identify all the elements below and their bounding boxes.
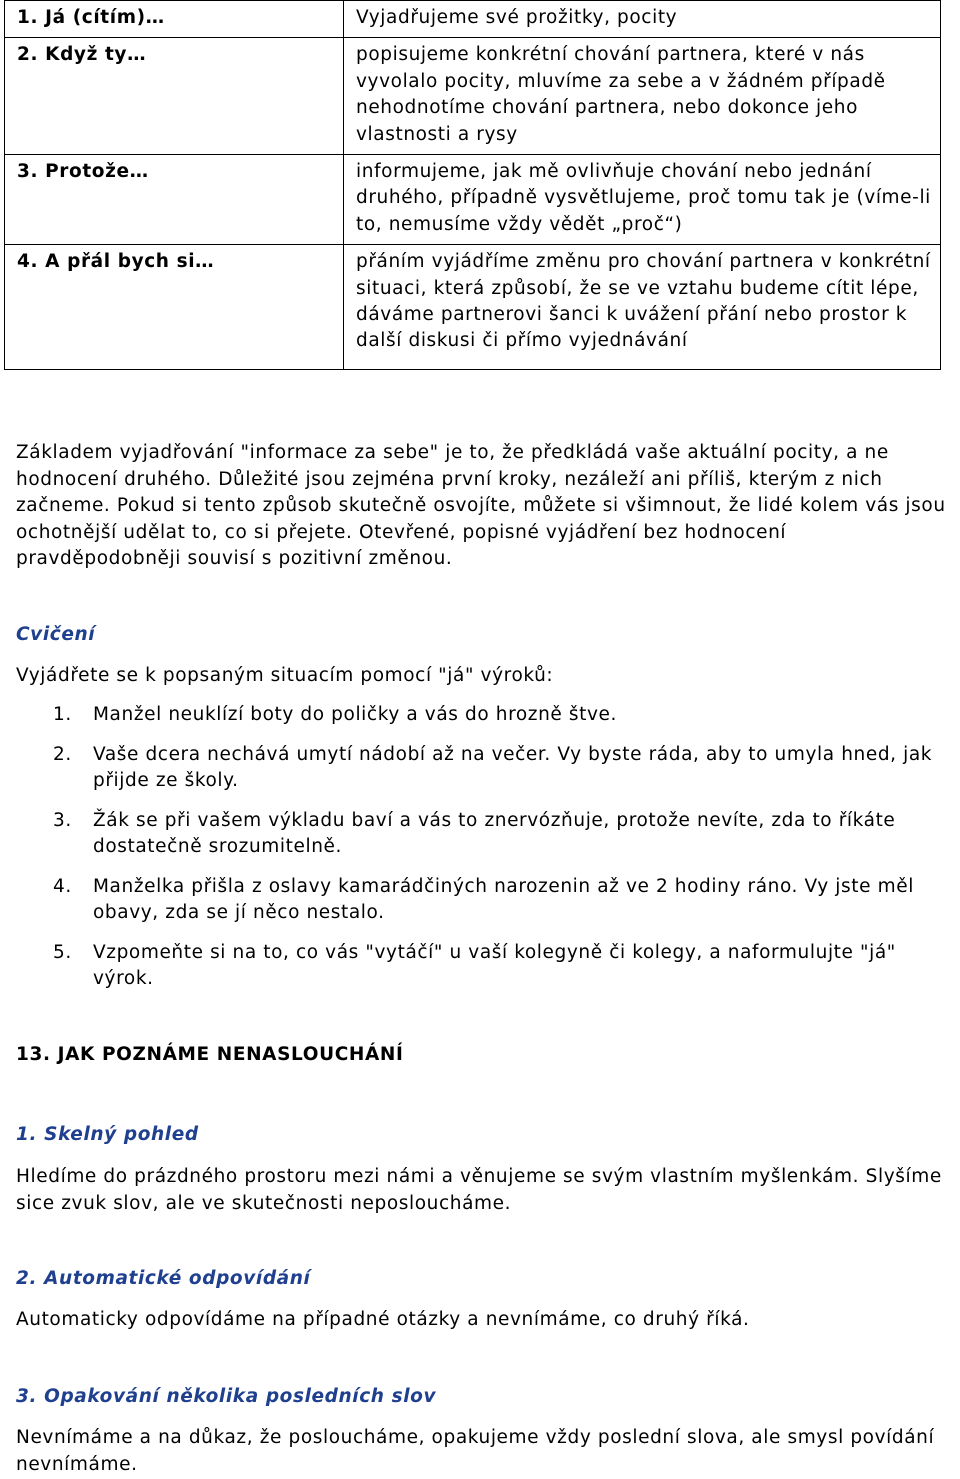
item-text: Vaše dcera nechává umytí nádobí až na večer. Vy byste ráda, aby to umyla hned, jak přijde ze školy. <box>93 743 933 791</box>
table-row <box>5 38 941 155</box>
step-key: 1. Já (cítím)… <box>5 1 344 38</box>
list-item <box>0 742 960 795</box>
item-text: Manželka přišla z oslavy kamarádčiných narozenin až ve 2 hodiny ráno. Vy jste měl obavy, zda se jí něco nestalo. <box>93 875 914 923</box>
exercise-list <box>0 702 960 1006</box>
exercise-instruction: Vyjádřete se k popsaným situacím pomocí "já" výroků: <box>16 665 554 686</box>
list-item <box>0 808 960 861</box>
subsection-title: 3. Opakování několika posledních slov <box>16 1386 437 1407</box>
item-number: 1. <box>53 704 72 725</box>
item-number: 5. <box>53 941 72 963</box>
item-number: 3. <box>53 809 72 831</box>
step-key: 4. A přál bych si… <box>5 245 344 370</box>
step-value: popisujeme konkrétní chování partnera, které v nás vyvolalo pocity, mluvíme za sebe a v žádném případě nehodnotíme chování partnera, nebo dokonce jeho vlastnosti a rysy <box>344 38 941 155</box>
item-number: 2. <box>53 743 72 765</box>
subsection-text: Hledíme do prázdného prostoru mezi námi a věnujeme se svým vlastním myšlenkám. Slyšíme sice zvuk slov, ale ve skutečnosti neposloucháme. <box>16 1166 942 1214</box>
step-value: přáním vyjádříme změnu pro chování partnera v konkrétní situaci, která způsobí, že se ve vztahu budeme cítit lépe, dáváme partnerovi šanci k uvážení přání nebo prostor k další diskusi či přímo vyjednávání <box>344 245 941 370</box>
item-number: 4. <box>53 875 72 897</box>
item-text: Manžel neuklízí boty do poličky a vás do hrozně štve. <box>93 704 617 725</box>
list-item <box>0 940 960 993</box>
table-row <box>5 245 941 370</box>
steps-table <box>4 0 941 370</box>
list-item <box>0 702 960 729</box>
item-text: Žák se při vašem výkladu baví a vás to znervózňuje, protože nevíte, zda to říkáte dostatečně srozumitelně. <box>93 809 896 857</box>
list-item <box>0 874 960 927</box>
item-text: Vzpomeňte si na to, co vás "vytáčí" u vaší kolegyně či kolegy, a naformulujte "já" výrok. <box>93 941 896 989</box>
step-key: 2. Když ty… <box>5 38 344 155</box>
table-row <box>5 155 941 245</box>
subsection-title: 1. Skelný pohled <box>16 1124 199 1145</box>
subsection-title: 2. Automatické odpovídání <box>16 1268 311 1289</box>
step-value: Vyjadřujeme své prožitky, pocity <box>344 1 941 38</box>
step-key: 3. Protože… <box>5 155 344 245</box>
subsection-text: Automaticky odpovídáme na případné otázky a nevnímáme, co druhý říká. <box>16 1309 750 1330</box>
intro-paragraph: Základem vyjadřování "informace za sebe" je to, že předkládá vaše aktuální pocity, a ne hodnocení druhého. Důležité jsou zejména první kroky, nezáleží ani příliš, kterým z nich začneme. Pokud si tento způsob skutečně osvojíte, můžete si všimnout, že lidé kolem vás jsou ochotnější udělat to, co si přejete. Otevřené, popisné vyjádření bez hodnocení pravděpodobněji souvisí s pozitivní změnou. <box>16 442 946 569</box>
exercise-title: Cvičení <box>16 624 96 645</box>
step-value: informujeme, jak mě ovlivňuje chování nebo jednání druhého, případně vysvětlujeme, proč tomu tak je (víme-li to, nemusíme vždy vědět „proč“) <box>344 155 941 245</box>
table-row <box>5 1 941 38</box>
section-title: 13. JAK POZNÁME NENASLOUCHÁNÍ <box>16 1044 404 1065</box>
subsection-text: Nevnímáme a na důkaz, že posloucháme, opakujeme vždy poslední slova, ale smysl povídání nevnímáme. <box>16 1427 935 1475</box>
